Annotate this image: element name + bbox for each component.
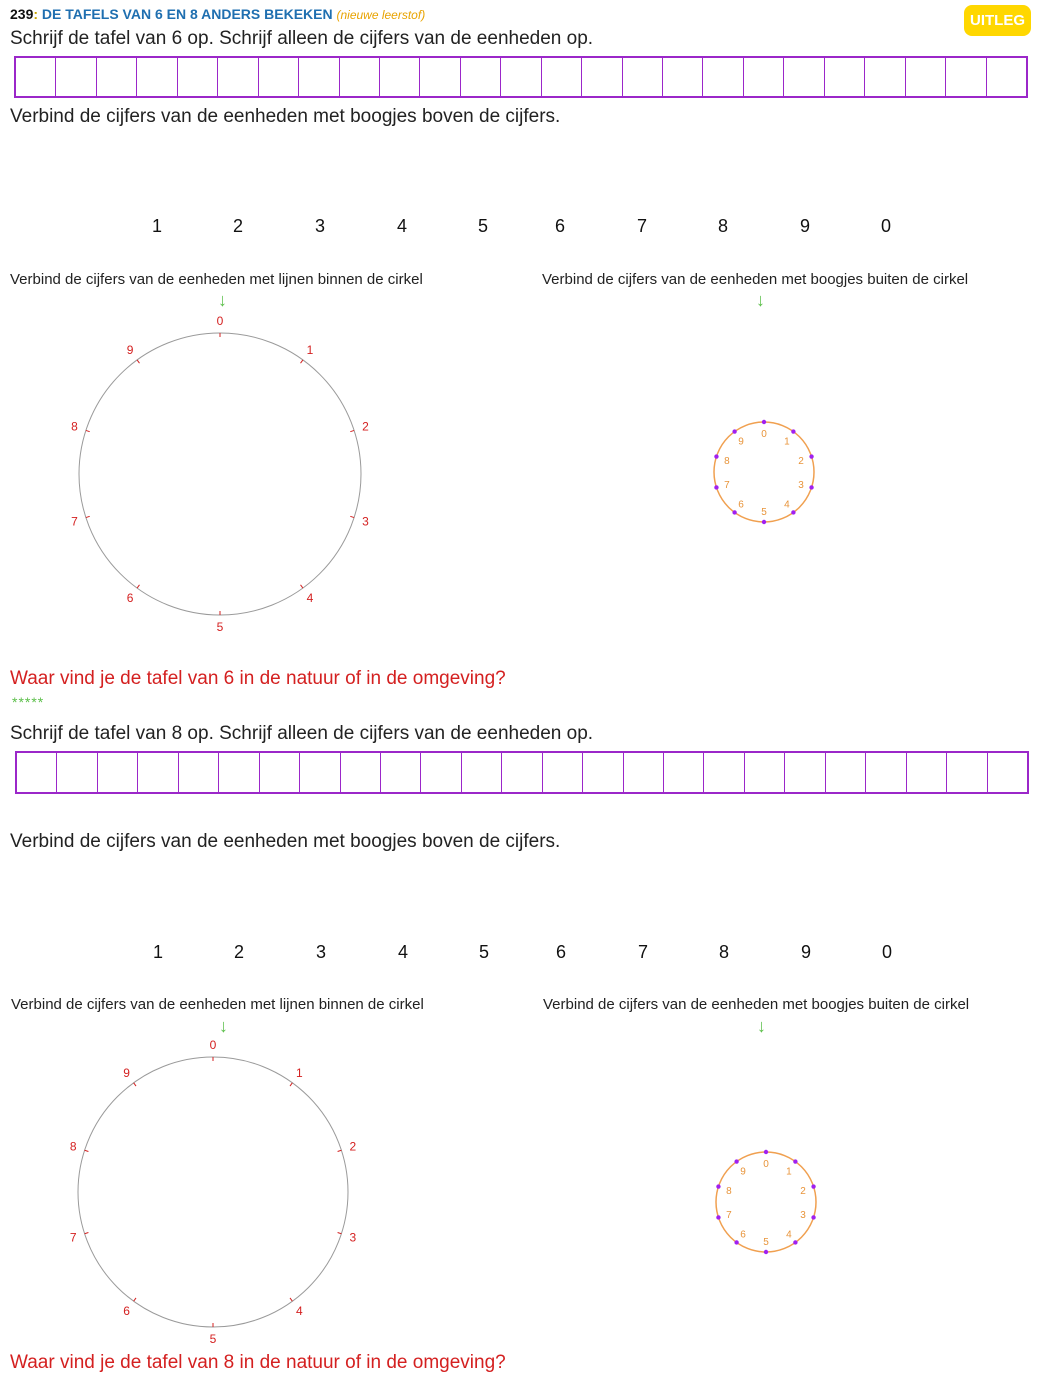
answer-box[interactable] xyxy=(218,58,258,96)
question-6: Waar vind je de tafel van 6 in de natuur of in de omgeving? xyxy=(10,668,506,689)
answer-box[interactable] xyxy=(259,58,299,96)
circle-label: 5 xyxy=(209,1332,217,1346)
circle-label: 9 xyxy=(123,1066,130,1081)
write-instruction-6: Schrijf de tafel van 6 op. Schrijf alleen de cijfers van de eenheden op. xyxy=(10,28,594,49)
circle-label: 6 xyxy=(126,590,134,605)
answer-box[interactable] xyxy=(178,58,218,96)
answer-box[interactable] xyxy=(826,753,866,792)
outside-instruction-6: Verbind de cijfers van de eenheden met boogjes buiten de cirkel xyxy=(542,271,969,288)
tick-mark xyxy=(301,360,303,363)
small-circle-label: 1 xyxy=(786,1166,792,1178)
circle-label: 4 xyxy=(296,1303,303,1318)
answer-box[interactable] xyxy=(703,58,743,96)
small-circle-label: 3 xyxy=(800,1210,806,1222)
tick-mark xyxy=(338,1150,342,1151)
dot-marker xyxy=(764,1250,768,1254)
answer-box[interactable] xyxy=(745,753,785,792)
digit-label: 4 xyxy=(398,942,409,962)
dot-marker xyxy=(793,1240,797,1244)
digit-label: 8 xyxy=(719,942,730,962)
number-circle xyxy=(79,333,361,615)
digit-label: 6 xyxy=(556,942,567,962)
digit-label: 1 xyxy=(152,216,163,236)
tick-mark xyxy=(85,1232,89,1233)
answer-box[interactable] xyxy=(664,753,704,792)
answer-box[interactable] xyxy=(988,753,1027,792)
answer-boxes-6 xyxy=(14,56,1028,98)
answer-box[interactable] xyxy=(906,58,946,96)
lines-instruction-6: Verbind de cijfers van de eenheden met lijnen binnen de cirkel xyxy=(10,271,423,288)
lines-instruction-8: Verbind de cijfers van de eenheden met lijnen binnen de cirkel xyxy=(11,996,424,1013)
digit-label: 3 xyxy=(315,216,326,236)
dot-marker xyxy=(809,485,813,489)
answer-box[interactable] xyxy=(865,58,905,96)
answer-box[interactable] xyxy=(947,753,987,792)
tick-mark xyxy=(134,1298,136,1301)
digit-label: 2 xyxy=(233,216,244,236)
circle-label: 4 xyxy=(306,590,314,605)
big-circle-6 xyxy=(60,310,380,640)
digit-row-8 xyxy=(1,942,1048,966)
dot-marker xyxy=(764,1150,768,1154)
answer-box[interactable] xyxy=(987,58,1026,96)
tick-mark xyxy=(350,516,354,517)
answer-box[interactable] xyxy=(461,58,501,96)
page-number: 239 xyxy=(10,6,34,22)
small-circle-6 xyxy=(704,412,824,532)
tick-mark xyxy=(134,1083,136,1086)
answer-box[interactable] xyxy=(381,753,421,792)
circle-label: 0 xyxy=(216,314,224,328)
small-circle-label: 7 xyxy=(726,1210,732,1222)
circle-label: 6 xyxy=(123,1303,130,1318)
answer-box[interactable] xyxy=(179,753,219,792)
arrow-down-icon: ↓ xyxy=(218,290,227,310)
write-instruction-8: Schrijf de tafel van 8 op. Schrijf alleen de cijfers van de eenheden op. xyxy=(10,723,594,744)
tick-mark xyxy=(338,1232,342,1233)
answer-box[interactable] xyxy=(907,753,947,792)
number-circle xyxy=(78,1057,348,1327)
small-circle-label: 9 xyxy=(738,436,744,448)
small-circle-label: 0 xyxy=(761,429,767,440)
answer-box[interactable] xyxy=(420,58,460,96)
arrow-down-icon: ↓ xyxy=(219,1016,228,1036)
tick-mark xyxy=(350,430,354,431)
answer-box[interactable] xyxy=(219,753,259,792)
dot-marker xyxy=(809,454,813,458)
small-circle-8 xyxy=(706,1142,826,1262)
circle-label: 2 xyxy=(362,419,369,434)
tick-mark xyxy=(86,516,90,517)
answer-box[interactable] xyxy=(341,753,381,792)
big-circle-8 xyxy=(60,1038,370,1348)
small-circle-label: 1 xyxy=(784,436,790,448)
dot-marker xyxy=(732,429,736,433)
circle-label: 2 xyxy=(349,1139,357,1154)
digit-label: 0 xyxy=(882,942,893,962)
dot-marker xyxy=(811,1215,815,1219)
small-circle-label: 5 xyxy=(763,1237,769,1248)
digit-label: 7 xyxy=(638,942,649,962)
outside-instruction-8: Verbind de cijfers van de eenheden met boogjes buiten de cirkel xyxy=(543,996,970,1013)
answer-box[interactable] xyxy=(785,753,825,792)
digit-label: 5 xyxy=(478,216,489,236)
circle-label: 1 xyxy=(296,1066,303,1081)
answer-box[interactable] xyxy=(583,753,623,792)
arcs-instruction-8: Verbind de cijfers van de eenheden met boogjes boven de cijfers. xyxy=(10,831,561,852)
answer-box[interactable] xyxy=(502,753,542,792)
dot-marker xyxy=(811,1184,815,1188)
dot-marker xyxy=(762,420,766,424)
small-circle-label: 6 xyxy=(740,1229,746,1241)
circle-label: 8 xyxy=(69,1139,77,1154)
dot-marker xyxy=(734,1240,738,1244)
dot-marker xyxy=(793,1159,797,1163)
digit-label: 7 xyxy=(637,216,648,236)
digit-label: 3 xyxy=(316,942,327,962)
answer-box[interactable] xyxy=(501,58,541,96)
dot-marker xyxy=(762,520,766,524)
arcs-instruction-6: Verbind de cijfers van de eenheden met boogjes boven de cijfers. xyxy=(10,106,561,127)
circle-label: 7 xyxy=(71,514,78,529)
circle-label: 1 xyxy=(306,343,314,358)
answer-box[interactable] xyxy=(380,58,420,96)
arrow-down-icon: ↓ xyxy=(756,290,765,310)
digit-label: 9 xyxy=(800,216,811,236)
answer-box[interactable] xyxy=(624,753,664,792)
small-circle-label: 4 xyxy=(786,1229,792,1241)
dot-marker xyxy=(732,510,736,514)
circle-label: 9 xyxy=(126,343,134,358)
answer-box[interactable] xyxy=(946,58,986,96)
digit-label: 4 xyxy=(397,216,408,236)
answer-box[interactable] xyxy=(97,58,137,96)
dot-marker xyxy=(714,454,718,458)
small-circle-label: 5 xyxy=(761,507,767,518)
page-title xyxy=(10,6,425,22)
small-circle-label: 9 xyxy=(740,1166,746,1178)
circle-label: 3 xyxy=(362,514,369,529)
answer-box[interactable] xyxy=(57,753,97,792)
dot-marker xyxy=(791,510,795,514)
digit-row-6 xyxy=(0,216,1048,240)
small-circle-label: 0 xyxy=(763,1159,769,1170)
digit-label: 9 xyxy=(801,942,812,962)
tick-mark xyxy=(290,1298,292,1301)
answer-box[interactable] xyxy=(300,753,340,792)
answer-box[interactable] xyxy=(98,753,138,792)
digit-label: 5 xyxy=(479,942,490,962)
circle-label: 5 xyxy=(216,620,224,634)
answer-box[interactable] xyxy=(663,58,703,96)
answer-box[interactable] xyxy=(582,58,622,96)
answer-box[interactable] xyxy=(421,753,461,792)
answer-box[interactable] xyxy=(542,58,582,96)
digit-label: 2 xyxy=(234,942,245,962)
answer-box[interactable] xyxy=(744,58,784,96)
small-circle-label: 2 xyxy=(798,455,804,467)
tick-mark xyxy=(290,1083,292,1086)
answer-boxes-8 xyxy=(15,751,1029,794)
dot-marker xyxy=(716,1184,720,1188)
question-8: Waar vind je de tafel van 8 in de natuur of in de omgeving? xyxy=(10,1352,506,1373)
answer-box[interactable] xyxy=(16,58,56,96)
circle-label: 0 xyxy=(209,1038,217,1052)
answer-box[interactable] xyxy=(825,58,865,96)
answer-box[interactable] xyxy=(784,58,824,96)
star-divider: ***** xyxy=(12,694,45,710)
small-circle-label: 2 xyxy=(800,1185,806,1197)
circle-label: 7 xyxy=(69,1230,77,1245)
small-circle-label: 7 xyxy=(724,480,730,492)
small-circle-label: 8 xyxy=(724,455,730,467)
uitleg-button[interactable]: UITLEG xyxy=(964,5,1031,36)
answer-box[interactable] xyxy=(866,753,906,792)
answer-box[interactable] xyxy=(299,58,339,96)
tick-mark xyxy=(301,585,303,588)
arrow-down-icon: ↓ xyxy=(757,1016,766,1036)
answer-box[interactable] xyxy=(137,58,177,96)
tick-mark xyxy=(137,360,139,363)
answer-box[interactable] xyxy=(17,753,57,792)
circle-label: 8 xyxy=(71,419,78,434)
small-circle-label: 4 xyxy=(784,499,790,511)
digit-label: 1 xyxy=(153,942,164,962)
dot-marker xyxy=(734,1159,738,1163)
dot-marker xyxy=(791,429,795,433)
small-circle-label: 8 xyxy=(726,1185,732,1197)
digit-label: 6 xyxy=(555,216,566,236)
answer-box[interactable] xyxy=(260,753,300,792)
digit-label: 8 xyxy=(718,216,729,236)
answer-box[interactable] xyxy=(340,58,380,96)
circle-label: 3 xyxy=(349,1230,357,1245)
tick-mark xyxy=(86,430,90,431)
answer-box[interactable] xyxy=(462,753,502,792)
title-subtitle: (nieuwe leerstof) xyxy=(336,8,426,22)
small-circle-label: 6 xyxy=(738,499,744,511)
answer-box[interactable] xyxy=(623,58,663,96)
answer-box[interactable] xyxy=(543,753,583,792)
answer-box[interactable] xyxy=(56,58,96,96)
tick-mark xyxy=(137,585,139,588)
dot-marker xyxy=(714,485,718,489)
small-circle-label: 3 xyxy=(798,480,804,492)
digit-label: 0 xyxy=(881,216,892,236)
answer-box[interactable] xyxy=(704,753,744,792)
answer-box[interactable] xyxy=(138,753,178,792)
title-colon: : xyxy=(33,6,39,22)
tick-mark xyxy=(85,1150,89,1151)
title-text: DE TAFELS VAN 6 EN 8 ANDERS BEKEKEN xyxy=(38,6,333,22)
dot-marker xyxy=(716,1215,720,1219)
